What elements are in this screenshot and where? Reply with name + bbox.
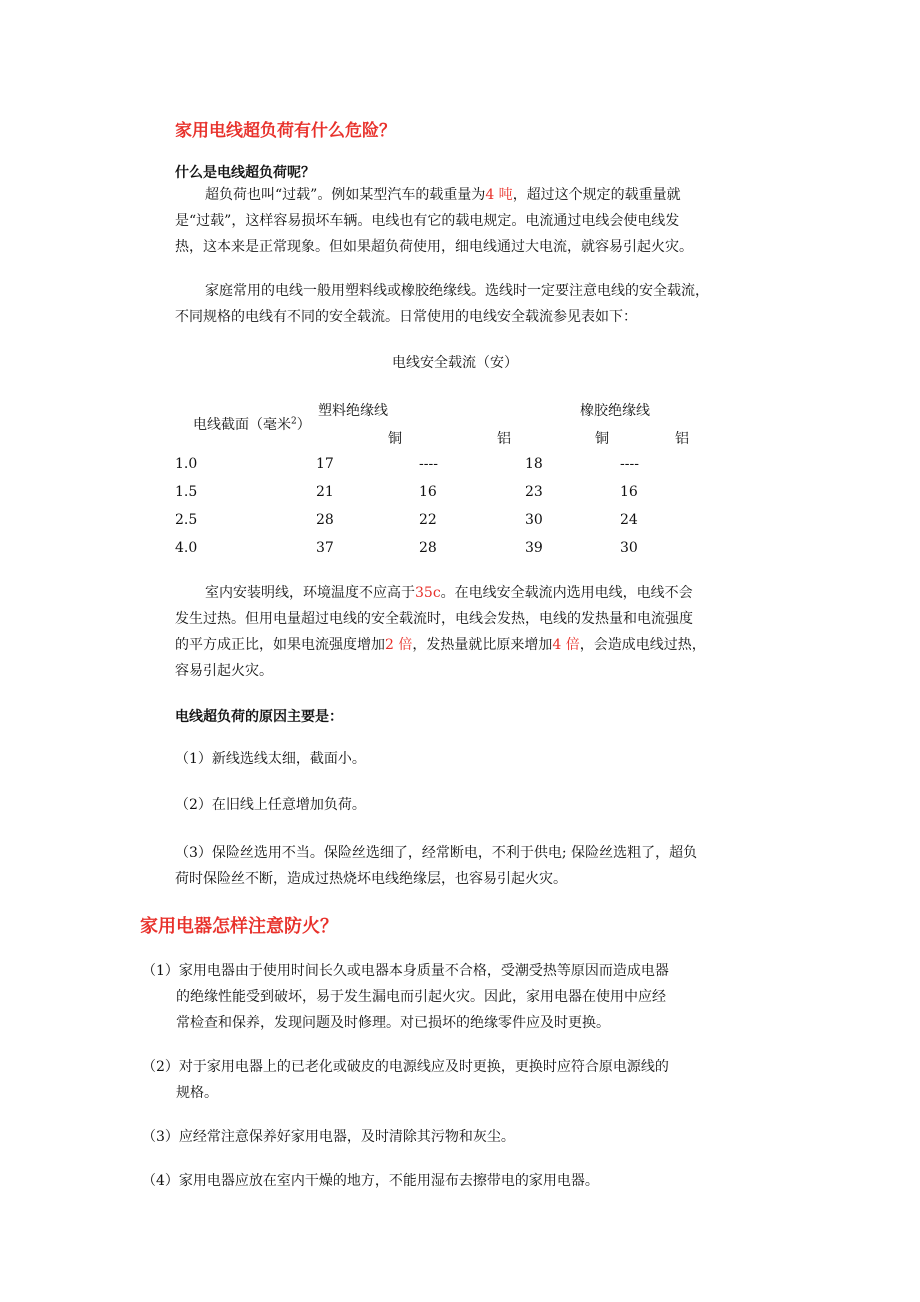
paragraph-wire-types-line2: 不同规格的电线有不同的安全载流。日常使用的电线安全载流参见表如下： [175, 309, 637, 325]
paragraph-temperature-line4: 容易引起火灾。 [175, 663, 273, 679]
table-cell-plastic-copper: 17 [316, 456, 334, 472]
paragraph-temperature-line2: 发生过热。但用电量超过电线的安全载流时，电线会发热，电线的发热量和电流强度 [175, 611, 693, 627]
appliance-item-2-line1: （2）对于家用电器上的已老化或破皮的电源线应及时更换，更换时应符合原电源线的 [142, 1059, 669, 1075]
cause-item-2: （2）在旧线上任意增加负荷。 [175, 797, 366, 813]
table-cell-rubber-aluminum: 16 [620, 484, 638, 500]
highlight-35c: 35c [415, 585, 441, 601]
cause-item-3-line2: 荷时保险丝不断，造成过热烧坏电线绝缘层，也容易引起火灾。 [175, 871, 567, 887]
table-cell-rubber-copper: 39 [525, 540, 543, 556]
table-caption: 电线安全载流（安） [392, 355, 518, 371]
highlight-4x: 4 倍 [552, 637, 580, 653]
appliance-item-4: （4）家用电器应放在室内干燥的地方，不能用湿布去擦带电的家用电器。 [142, 1173, 599, 1189]
paragraph-wire-types-line1: 家庭常用的电线一般用塑料线或橡胶绝缘线。选线时一定要注意电线的安全载流， [205, 283, 709, 299]
table-header-rubber-copper: 铜 [595, 431, 609, 447]
appliance-item-1-line3: 常检查和保养，发现问题及时修理。对已损坏的绝缘零件应及时更换。 [176, 1015, 610, 1031]
cause-item-1: （1）新线选线太细，截面小。 [175, 751, 366, 767]
table-cell-rubber-aluminum: ---- [620, 456, 639, 472]
table-header-rubber-aluminum: 铝 [675, 431, 689, 447]
table-cell-size: 1.5 [175, 484, 198, 500]
table-cell-plastic-aluminum: 22 [419, 512, 437, 528]
cause-item-3-line1: （3）保险丝选用不当。保险丝选细了，经常断电，不利于供电; 保险丝选粗了，超负 [175, 845, 698, 861]
subheading-causes: 电线超负荷的原因主要是： [175, 709, 343, 725]
appliance-item-2-line2: 规格。 [176, 1085, 218, 1101]
paragraph-temperature-line1: 室内安装明线，环境温度不应高于35c。在电线安全载流内选用电线，电线不会 [205, 585, 693, 601]
table-cell-rubber-copper: 18 [525, 456, 543, 472]
paragraph-overload-line1: 超负荷也叫“过载”。例如某型汽车的载重量为4 吨，超过这个规定的载重量就 [205, 187, 681, 203]
table-header-plastic-copper: 铜 [388, 431, 402, 447]
table-cell-size: 4.0 [175, 540, 198, 556]
table-cell-rubber-aluminum: 24 [620, 512, 638, 528]
appliance-item-3: （3）应经常注意保养好家用电器，及时清除其污物和灰尘。 [142, 1129, 515, 1145]
section-title-appliance-fire: 家用电器怎样注意防火？ [140, 916, 338, 937]
table-cell-rubber-copper: 30 [525, 512, 543, 528]
table-cell-size: 2.5 [175, 512, 198, 528]
table-cell-rubber-copper: 23 [525, 484, 543, 500]
table-cell-plastic-copper: 21 [316, 484, 334, 500]
table-cell-plastic-copper: 28 [316, 512, 334, 528]
table-cell-plastic-aluminum: 28 [419, 540, 437, 556]
appliance-item-1-line2: 的绝缘性能受到破坏，易于发生漏电而引起火灾。因此，家用电器在使用中应经 [176, 989, 666, 1005]
highlight-4-tons: 4 吨 [485, 187, 513, 203]
table-cell-plastic-copper: 37 [316, 540, 334, 556]
table-header-section: 电线截面（毫米$^2$） [193, 416, 311, 433]
table-header-plastic-aluminum: 铝 [497, 431, 511, 447]
table-cell-plastic-aluminum: ---- [419, 456, 438, 472]
appliance-item-1-line1: （1）家用电器由于使用时间长久或电器本身质量不合格，受潮受热等原因而造成电器 [142, 963, 669, 979]
highlight-2x: 2 倍 [385, 637, 413, 653]
paragraph-overload-line3: 热，这本来是正常现象。但如果超负荷使用，细电线通过大电流，就容易引起火灾。 [175, 239, 693, 255]
subheading-what-is-overload: 什么是电线超负荷呢？ [175, 165, 315, 181]
table-cell-size: 1.0 [175, 456, 198, 472]
paragraph-overload-line2: 是“过载”，这样容易损坏车辆。电线也有它的载电规定。电流通过电线会使电线发 [175, 213, 680, 229]
section-title-wire-overload: 家用电线超负荷有什么危险？ [175, 121, 396, 141]
table-cell-plastic-aluminum: 16 [419, 484, 437, 500]
table-group-plastic: 塑料绝缘线 [318, 403, 388, 419]
paragraph-temperature-line3: 的平方成正比，如果电流强度增加2 倍，发热量就比原来增加4 倍，会造成电线过热， [175, 637, 706, 653]
table-group-rubber: 橡胶绝缘线 [580, 403, 650, 419]
table-cell-rubber-aluminum: 30 [620, 540, 638, 556]
